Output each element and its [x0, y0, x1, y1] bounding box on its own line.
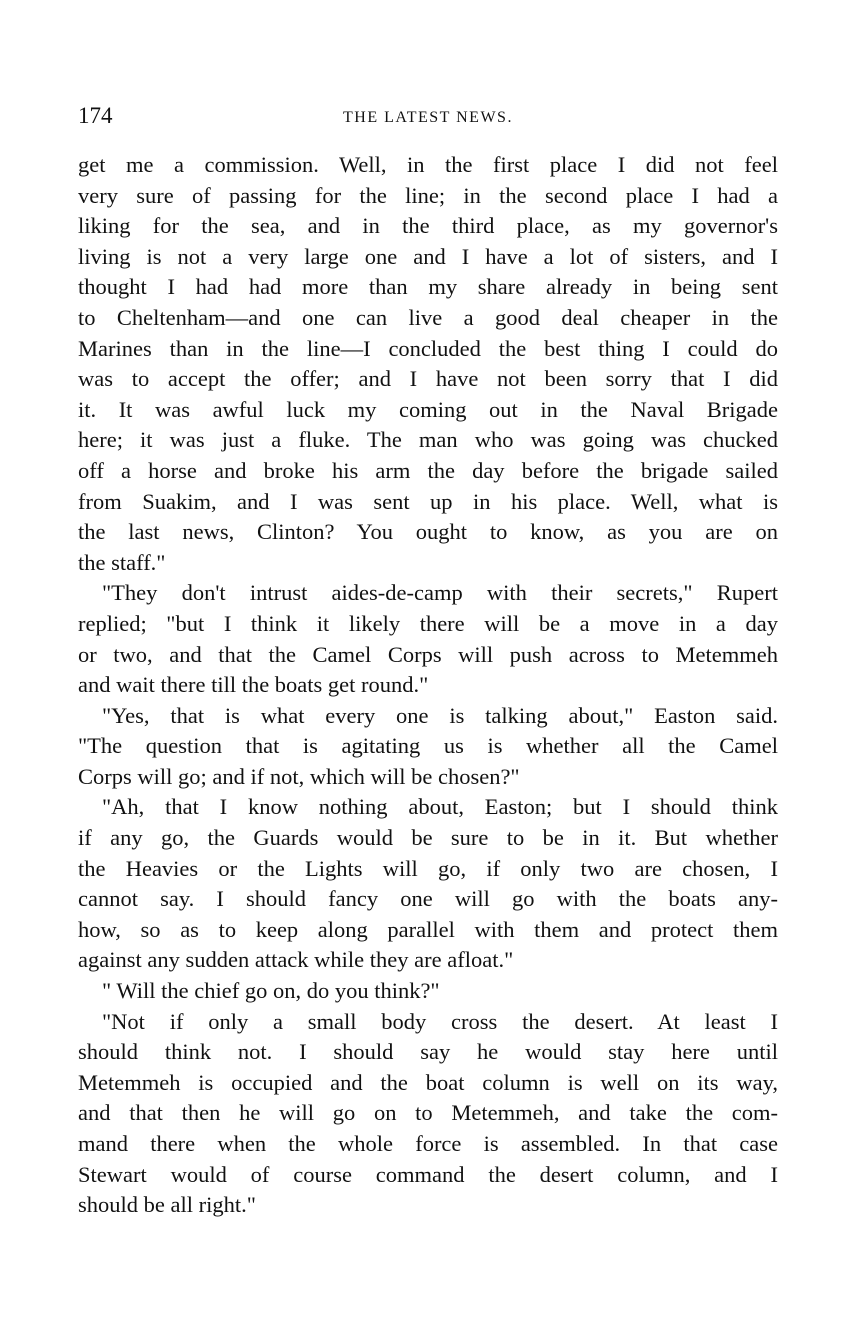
text-line: it. It was awful luck my coming out in the Naval Brigade: [78, 396, 778, 422]
text-line: and wait there till the boats get round.": [78, 672, 429, 698]
text-line: "Not if only a small body cross the desert. At least I: [102, 1008, 778, 1034]
text-line: " Will the chief go on, do you think?": [102, 978, 440, 1004]
text-line: the Heavies or the Lights will go, if only two are chosen, I: [78, 855, 778, 881]
text-line: living is not a very large one and I have a lot of sisters, and I: [78, 243, 778, 269]
body-text: [78, 150, 778, 1221]
text-line: get me a commission. Well, in the first place I did not feel: [78, 152, 778, 177]
text-line: thought I had had more than my share already in being sent: [78, 274, 778, 300]
text-line: should be all right.": [78, 1192, 256, 1218]
text-line: was to accept the offer; and I have not been sorry that I did: [78, 366, 778, 392]
text-line: or two, and that the Camel Corps will push across to Metemmeh: [78, 641, 778, 667]
text-line: "The question that is agitating us is whether all the Camel: [78, 733, 778, 759]
text-line: the last news, Clinton? You ought to know, as you are on: [78, 519, 778, 545]
text-line: from Suakim, and I was sent up in his place. Well, what is: [78, 488, 778, 514]
text-line: the staff.": [78, 549, 166, 575]
page-number: 174: [78, 103, 113, 128]
text-line: here; it was just a fluke. The man who was going was chucked: [78, 427, 778, 453]
text-line: Marines than in the line—I concluded the best thing I could do: [78, 335, 778, 361]
text-line: "They don't intrust aides-de-camp with their secrets," Rupert: [102, 580, 778, 606]
text-line: replied; "but I think it likely there will be a move in a day: [78, 610, 778, 636]
text-line: against any sudden attack while they are afloat.": [78, 947, 514, 973]
text-line: liking for the sea, and in the third place, as my governor's: [78, 213, 778, 239]
text-line: Stewart would of course command the desert column, and I: [78, 1161, 778, 1187]
page-header: [78, 100, 778, 134]
text-line: "Ah, that I know nothing about, Easton; but I should think: [102, 794, 778, 820]
text-line: to Cheltenham—and one can live a good deal cheaper in the: [78, 304, 778, 330]
running-head: THE LATEST NEWS.: [343, 109, 513, 126]
text-line: very sure of passing for the line; in the second place I had a: [78, 182, 778, 208]
text-line: how, so as to keep along parallel with them and protect them: [78, 916, 778, 942]
text-line: should think not. I should say he would stay here until: [78, 1039, 778, 1065]
text-line: off a horse and broke his arm the day before the brigade sailed: [78, 457, 778, 483]
text-line: if any go, the Guards would be sure to be in it. But whether: [78, 825, 778, 851]
text-line: Metemmeh is occupied and the boat column is well on its way,: [78, 1069, 778, 1095]
text-line: "Yes, that is what every one is talking about," Easton said.: [102, 702, 778, 728]
text-line: mand there when the whole force is assembled. In that case: [78, 1131, 778, 1156]
text-line: cannot say. I should fancy one will go with the boats any-: [78, 886, 778, 912]
text-line: and that then he will go on to Metemmeh, and take the com-: [78, 1100, 778, 1126]
text-line: Corps will go; and if not, which will be chosen?": [78, 763, 520, 789]
